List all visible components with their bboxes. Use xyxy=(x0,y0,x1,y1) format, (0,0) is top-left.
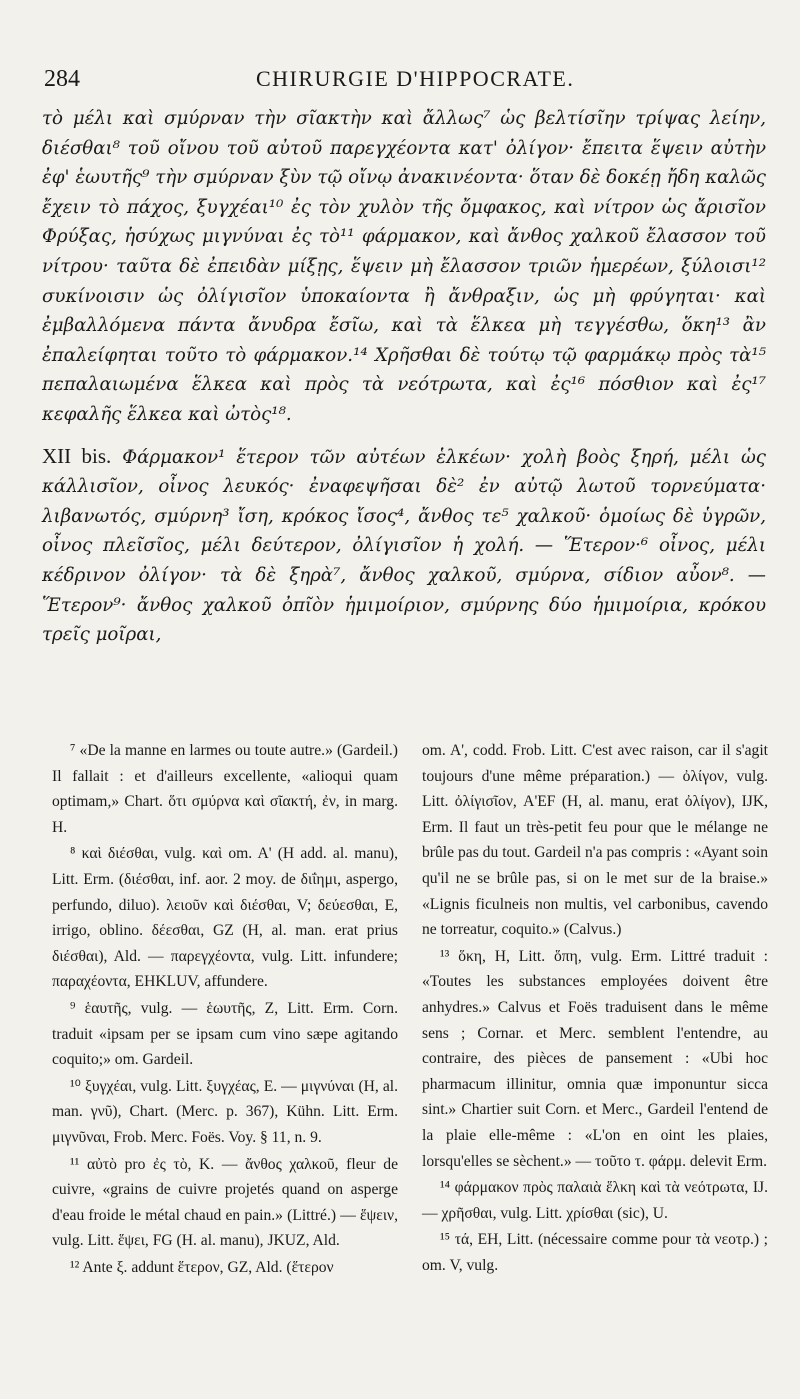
footnote: ⁸ καὶ διέσθαι, vulg. καὶ om. A' (H add. al. manu), Litt. Erm. (διέσθαι, inf. aor. 2 moy. de διΐημι, aspergo, perfundo, diluo). λειοῦν καὶ διέσθαι, V; δεύεσθαι, E, irrigo, oblino. δέεσθαι, GZ (H, al. man. erat prius διέσθαι), Ald. — παρεγχέοντα, vulg. Litt. infundere; παραχέοντα, EHKLUV, affundere. xyxy=(52,845,398,991)
footnote: ¹⁵ τά, EH, Litt. (nécessaire comme pour τὰ νεοτρ.) ; om. V, vulg. xyxy=(422,1231,768,1274)
greek-paragraph-2-text: Φάρμακον¹ ἕτερον τῶν αὐτέων ἑλκέων· χολὴ βοὸς ξηρή, μέλι ὡς κάλλισῖον, οἶνος λευκός· ἐναφεψῆσαι δὲ² ἐν αὐτῷ λωτοῦ τορνεύματα· λιβανωτός, σμύρνη³ ἴση, κρόκος ἴσος⁴, ἄνθος τε⁵ χαλκοῦ· ὁμοίως δὲ ὑγρῶν, οἶνος πλεῖσῖος, μέλι δεύτερον, ὀλίγισῖον ἡ χολή. — Ἕτερον·⁶ οἶνος, μέλι κέδρινον ὀλίγον· τὰ δὲ ξηρὰ⁷, ἄνθος χαλκοῦ, σμύρνα, σίδιον αὖον⁸. — Ἕτερον⁹· ἄνθος χαλκοῦ ὀπῖὸν ἡμιμοίριον, σμύρνης δύο ἡμιμοίρια, κρόκου τρεῖς μοῖραι, xyxy=(42,446,766,646)
footnote: ¹² Ante ξ. addunt ἕτερον, GZ, Ald. (ἕτερον xyxy=(70,1258,334,1276)
footnote: ¹¹ αὐτὸ pro ἐς τὸ, K. — ἄνθος χαλκοῦ, fleur de cuivre, «grains de cuivre projetés quand on asperge d'eau froide le métal chaud en pain.» (Littré.) — ἕψειν, vulg. Litt. ἕψει, FG (H. al. manu), JKUZ, Ald. xyxy=(52,1155,398,1250)
greek-paragraph-1: τὸ μέλι καὶ σμύρναν τὴν σῖακτὴν καὶ ἄλλως⁷ ὡς βελτίσῖην τρίψας λείην, διέσθαι⁸ τοῦ οἴνου τοῦ αὐτοῦ παρεγχέοντα κατ' ὀλίγον· ἔπειτα ἕψειν αὐτὴν ἐφ' ἑωυτῆς⁹ τὴν σμύρναν ξὺν τῷ οἴνῳ ἀνακινέοντα· ὅταν δὲ δοκέῃ ἤδη καλῶς ἔχειν τὸ πάχος, ξυγχέαι¹⁰ ἐς τὸν χυλὸν τῆς ὄμφακος, καὶ νίτρον ὡς ἄρισῖον Φρύξας, ἡσύχως μιγνύναι ἐς τὸ¹¹ φάρμακον, καὶ ἄνθος χαλκοῦ ἔλασσον τοῦ νίτρου· ταῦτα δὲ ἐπειδὰν μίξῃς, ἕψειν μὴ ἔλασσον τριῶν ἡμερέων, ξύλοισι¹² συκίνοισιν ὡς ὀλίγισῖον ὑποκαίοντα ἢ ἄνθραξιν, ὡς μὴ φρύγηται· καὶ ἐμβαλλόμενα πάντα ἄνυδρα ἔσῖω, καὶ τὰ ἕλκεα μὴ τεγγέσθω, ὅκη¹³ ἂν ἐπαλείφηται τοῦτο τὸ φάρμακον.¹⁴ Χρῆσθαι δὲ τούτῳ τῷ φαρμάκῳ πρὸς τὰ¹⁵ πεπαλαιωμένα ἕλκεα καὶ πρὸς τὰ νεότρωτα, καὶ ἐς¹⁶ πόσθιον καὶ ἐς¹⁷ κεφαλῆς ἕλκεα καὶ ὠτὸς¹⁸. xyxy=(42,108,766,425)
footnote: ⁹ ἑαυτῆς, vulg. — ἑωυτῆς, Z, Litt. Erm. Corn. traduit «ipsam per se ipsam cum vino sæpe agitando coquito;» om. Gardeil. xyxy=(52,999,398,1069)
greek-main-text xyxy=(42,104,766,650)
footnote: ¹⁰ ξυγχέαι, vulg. Litt. ξυγχέας, E. — μιγνύναι (H, al. man. γνῦ), Chart. (Merc. p. 367), Kühn. Litt. Erm. μιγνῦναι, Frob. Merc. Foës. Voy. § 11, n. 9. xyxy=(52,1077,398,1146)
footnotes-left-column xyxy=(52,738,398,1281)
footnote: ⁷ «De la manne en larmes ou toute autre.» (Gardeil.) Il fallait : et d'ailleurs excellente, «alioqui quam optimam,» Chart. ὅτι σμύρνα καὶ σῖακτή, ἐν, in marg. H. xyxy=(52,742,398,836)
footnotes-right-column xyxy=(422,738,768,1281)
greek-paragraph-2 xyxy=(42,442,766,650)
footnote: ¹⁴ φάρμακον πρὸς παλαιὰ ἕλκη καὶ τὰ νεότρωτα, IJ. — χρῆσθαι, vulg. Litt. χρίσθαι (sic), U. xyxy=(422,1179,768,1222)
running-title: CHIRURGIE D'HIPPOCRATE. xyxy=(256,66,575,91)
section-label: XII bis. xyxy=(42,443,112,468)
footnote: om. A', codd. Frob. Litt. C'est avec raison, car il s'agit toujours d'une même préparation.) — ὀλίγον, vulg. Litt. ὀλίγισῖον, A'EF (H, al. manu, erat ὀλίγον), IJK, Erm. Il faut un très-petit feu pour que le mélange ne brûle pas du tout. Gardeil n'a pas compris : «Ayant soin qu'il ne se brûle pas, si on le met sur de la braise.» «Lignis ficulneis non multis, vel carbonibus, cavendo ne torreatur, coquito.» (Calvus.) xyxy=(422,742,768,939)
page-number: 284 xyxy=(44,66,80,92)
footnote: ¹³ ὅκη, H, Litt. ὅπη, vulg. Erm. Littré traduit : «Toutes les substances employées doivent être anhydres.» Calvus et Foës traduisent dans le même sens ; Cornar. et Merc. semblent l'entendre, au contraire, des pièces de pansement : «Ubi hoc pharmacum illinitur, omnia quæ imponuntur sicca sint.» Chartier suit Corn. et Merc., Gardeil l'entend de la plaie elle-même : «L'on en oint les plaies, lorsqu'elles se sèchent.» — τοῦτο τ. φάρμ. delevit Erm. xyxy=(422,947,768,1170)
footnotes xyxy=(52,738,768,1281)
page-header xyxy=(44,62,760,98)
